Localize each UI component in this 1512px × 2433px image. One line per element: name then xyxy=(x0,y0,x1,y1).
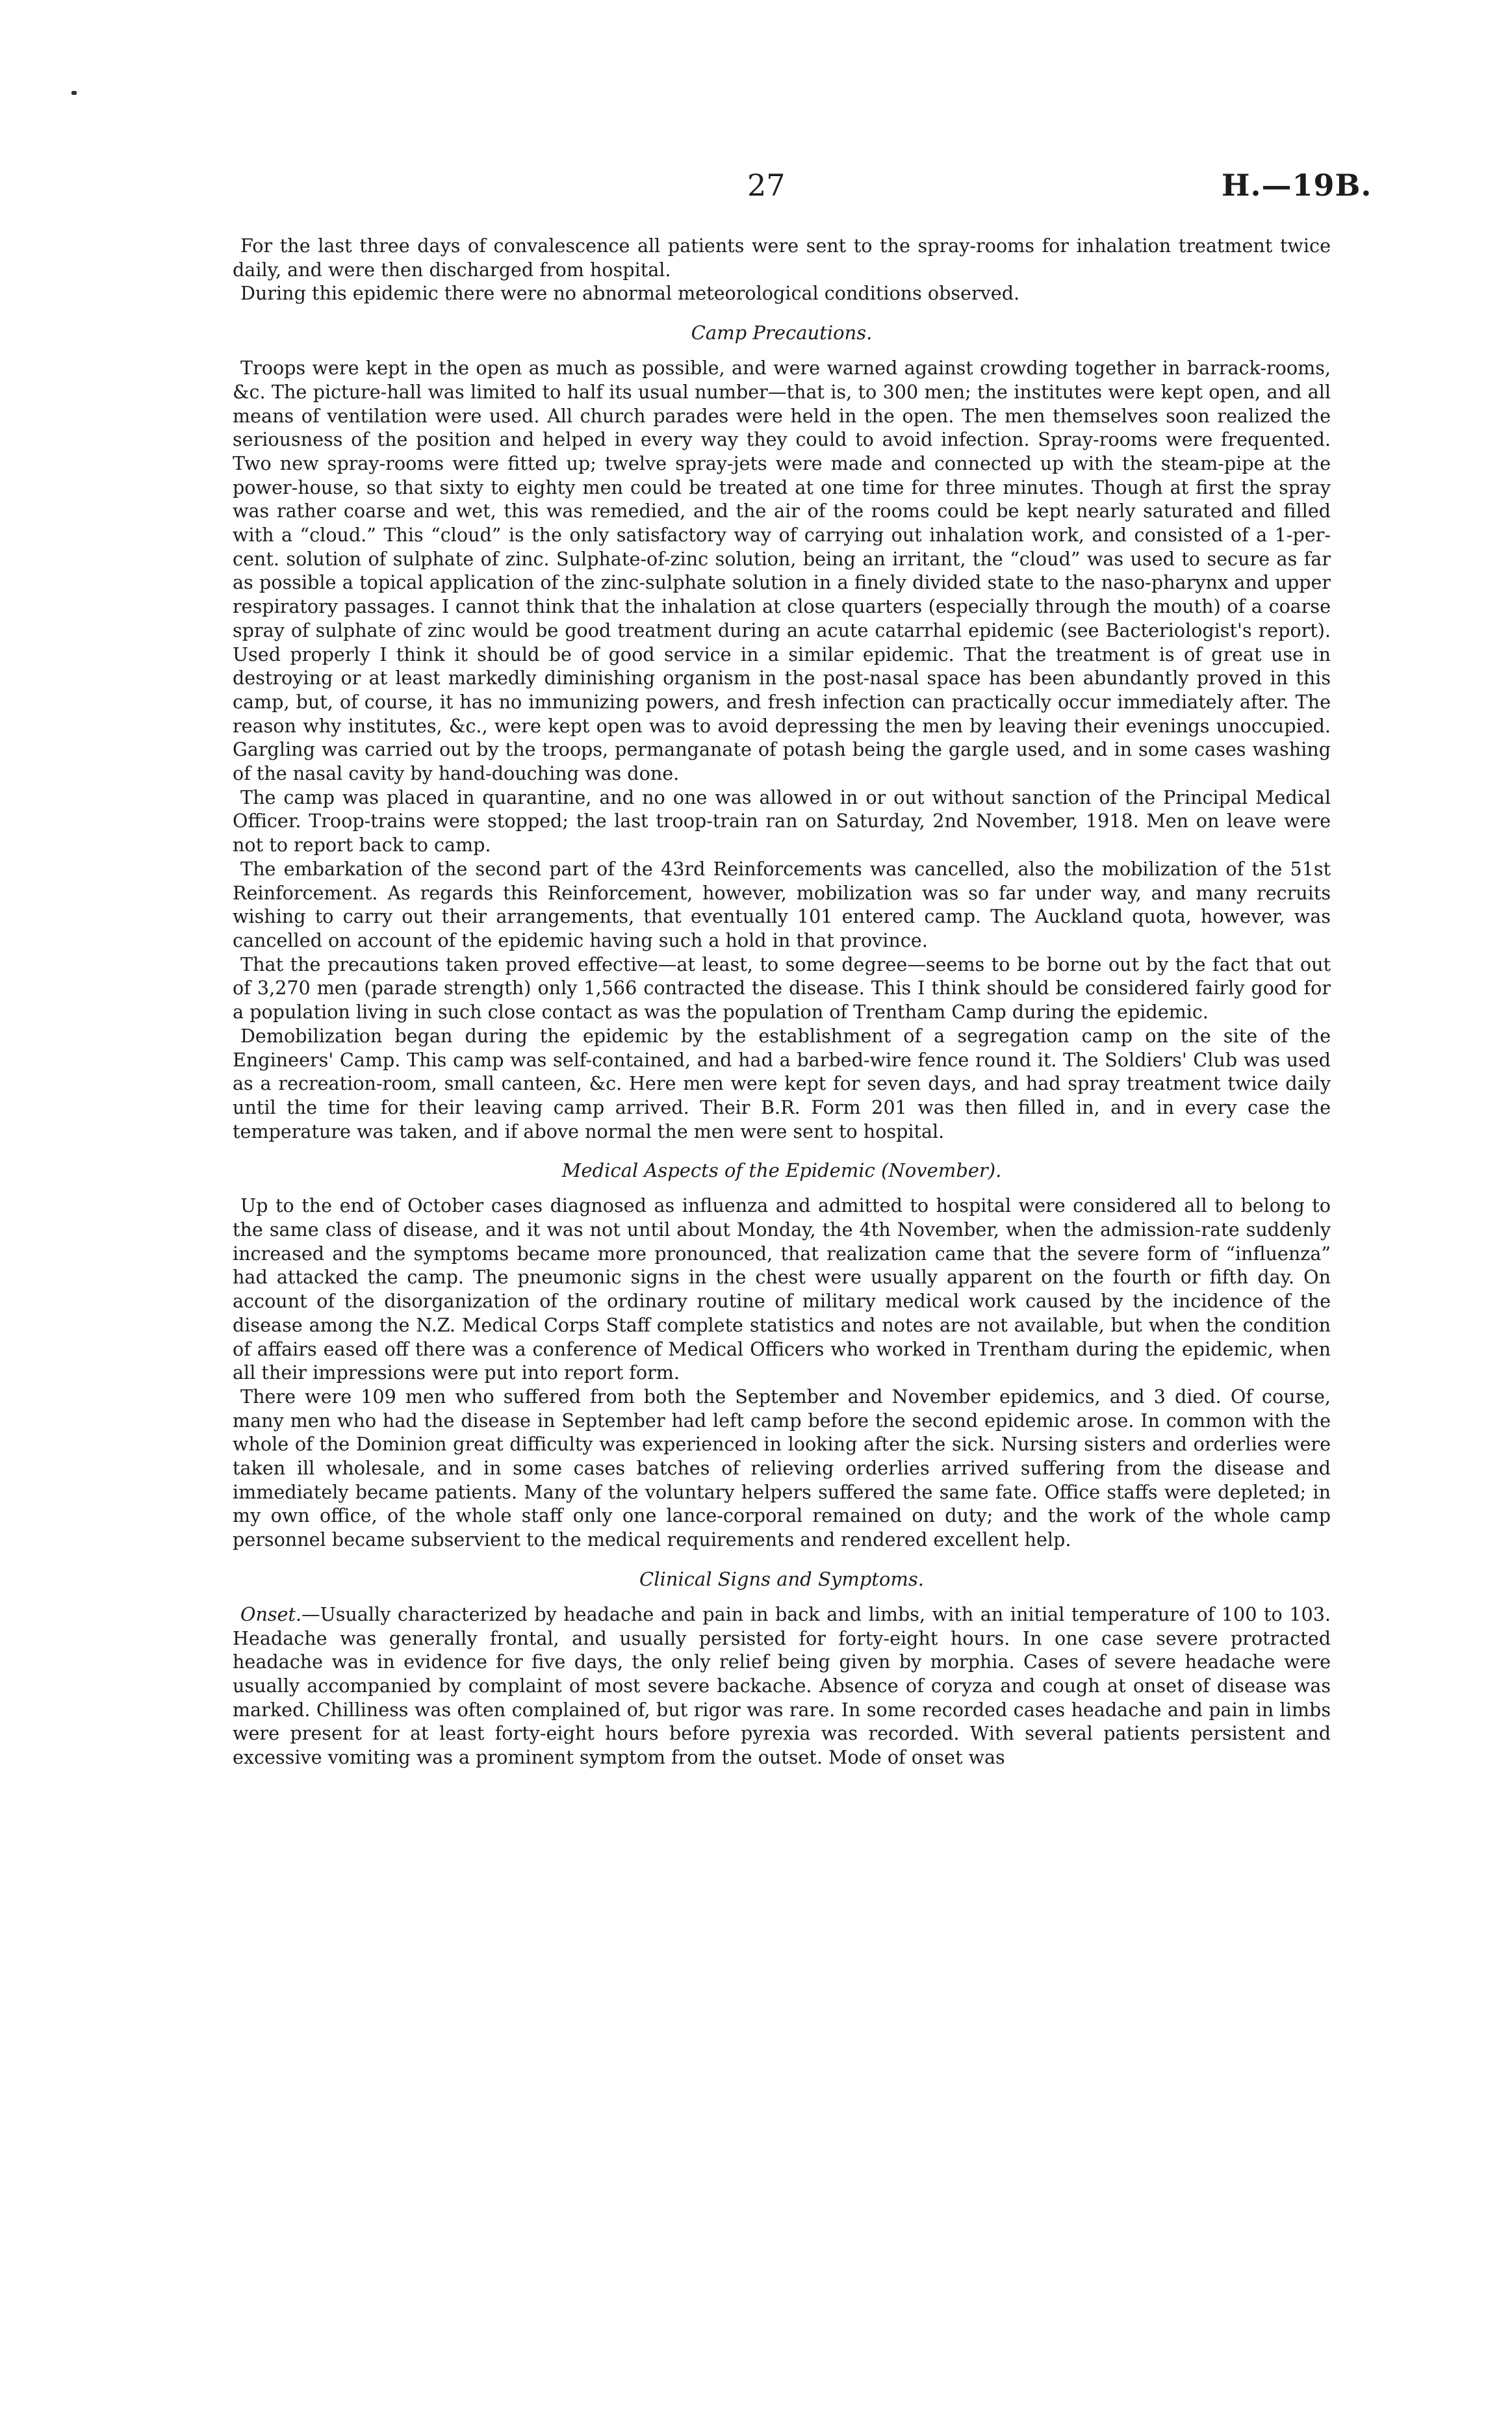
stray-ink-mark xyxy=(71,91,77,95)
intro-paragraph-1: For the last three days of convalescence all patients were sent to the spray-rooms for inhalation treatment twice daily, and were then discharged from hospital. xyxy=(233,235,1331,281)
document-reference: H.—19B. xyxy=(1222,168,1372,203)
section-heading-medical-aspects: Medical Aspects of the Epidemic (November). xyxy=(561,1159,1002,1182)
onset-text: —Usually characterized by headache and pain in back and limbs, with an initial temperature of 100 to 103. Headache was generally frontal, and usually persisted for forty-eight hours. In one case severe protracted headache was in evidence for five days, the only relief being given by morphia. Cases of severe headache were usually accompanied by complaint of most severe backache. Absence of coryza and cough at onset of disease was marked. Chilliness was often complained of, but rigor was rare. In some recorded cases headache and pain in limbs were present for at least forty-eight hours before pyrexia was recorded. With several patients persistent and excessive vomiting was a prominent symptom from the outset. Mode of onset was xyxy=(233,1603,1331,1769)
page-number: 27 xyxy=(747,168,786,203)
camp-precautions-paragraph: The camp was placed in quarantine, and no one was allowed in or out without sanction of the Principal Medical Officer. Troop-trains were stopped; the last troop-train ran on Saturday, 2nd November, 1918. Men on leave were not to report back to camp. xyxy=(233,786,1331,856)
document-body xyxy=(233,234,1331,1770)
camp-precautions-paragraph: That the precautions taken proved effective—at least, to some degree—seems to be borne out by the fact that out of 3,270 men (parade strength) only 1,566 contracted the disease. This I think should be considered fairly good for a population living in such close contact as was the population of Trentham Camp during the epidemic. xyxy=(233,953,1331,1023)
camp-precautions-paragraph: Troops were kept in the open as much as possible, and were warned against crowding together in barrack-rooms, &c. The picture-hall was limited to half its usual number—that is, to 300 men; the institutes were kept open, and all means of ventilation were used. All church parades were held in the open. The men themselves soon realized the seriousness of the position and helped in every way they could to avoid infection. Spray-rooms were frequented. Two new spray-rooms were fitted up; twelve spray-jets were made and connected up with the steam-pipe at the power-house, so that sixty to eighty men could be treated at one time for three minutes. Though at first the spray was rather coarse and wet, this was remedied, and the air of the rooms could be kept nearly saturated and filled with a “cloud.” This “cloud” is the only satisfactory way of carrying out inhalation work, and consisted of a 1-per-cent. solution of sulphate of zinc. Sulphate-of-zinc solution, being an irritant, the “cloud” was used to secure as far as possible a topical application of the zinc-sulphate solution in a finely divided state to the naso-pharynx and upper respiratory passages. I cannot think that the inhalation at close quarters (especially through the mouth) of a coarse spray of sulphate of zinc would be good treatment during an acute catarrhal epidemic (see Bacteriologist's report). Used properly I think it should be of good service in a similar epidemic. That the treatment is of great use in destroying or at least markedly diminishing organism in the post-nasal space has been abundantly proved in this camp, but, of course, it has no immunizing powers, and fresh infection can practically occur immediately after. The reason why institutes, &c., were kept open was to avoid depressing the men by leaving their evenings unoccupied. Gargling was carried out by the troops, permanganate of potash being the gargle used, and in some cases washing of the nasal cavity by hand-douching was done. xyxy=(233,357,1331,785)
medical-aspects-paragraph: There were 109 men who suffered from both the September and November epidemics, and 3 died. Of course, many men who had the disease in September had left camp before the second epidemic arose. In common with the whole of the Dominion great difficulty was experienced in looking after the sick. Nursing sisters and orderlies were taken ill wholesale, and in some cases batches of relieving orderlies arrived suffering from the disease and immediately became patients. Many of the voluntary helpers suffered the same fate. Office staffs were depleted; in my own office, of the whole staff only one lance-corporal remained on duty; and the work of the whole camp personnel became subservient to the medical requirements and rendered excellent help. xyxy=(233,1385,1331,1551)
onset-paragraph xyxy=(233,1603,1331,1770)
onset-run-in-label: Onset. xyxy=(240,1603,302,1625)
camp-precautions-paragraph: Demobilization began during the epidemic by the establishment of a segregation camp on the site of the Engineers' Camp. This camp was self-contained, and had a barbed-wire fence round it. The Soldiers' Club was used as a recreation-room, small canteen, &c. Here men were kept for seven days, and had spray treatment twice daily until the time for their leaving camp arrived. Their B.R. Form 201 was then filled in, and in every case the temperature was taken, and if above normal the men were sent to hospital. xyxy=(233,1024,1331,1142)
medical-aspects-paragraph: Up to the end of October cases diagnosed as influenza and admitted to hospital were considered all to belong to the same class of disease, and it was not until about Monday, the 4th November, when the admission-rate suddenly increased and the symptoms became more pronounced, that realization came that the severe form of “influenza” had attacked the camp. The pneumonic signs in the chest were usually apparent on the fourth or fifth day. On account of the disorganization of the ordinary routine of military medical work caused by the incidence of the disease among the N.Z. Medical Corps Staff complete statistics and notes are not available, but when the condition of affairs eased off there was a conference of Medical Officers who worked in Trentham during the epidemic, when all their impressions were put into report form. xyxy=(233,1194,1331,1384)
section-heading-clinical-signs: Clinical Signs and Symptoms. xyxy=(639,1567,924,1590)
section-heading-camp-precautions: Camp Precautions. xyxy=(691,322,873,344)
camp-precautions-paragraph: The embarkation of the second part of the 43rd Reinforcements was cancelled, also the mobilization of the 51st Reinforcement. As regards this Reinforcement, however, mobilization was so far under way, and many recruits wishing to carry out their arrangements, that eventually 101 entered camp. The Auckland quota, however, was cancelled on account of the epidemic having such a hold in that province. xyxy=(233,857,1331,951)
intro-paragraph-2: During this epidemic there were no abnormal meteorological conditions observed. xyxy=(240,282,1020,305)
